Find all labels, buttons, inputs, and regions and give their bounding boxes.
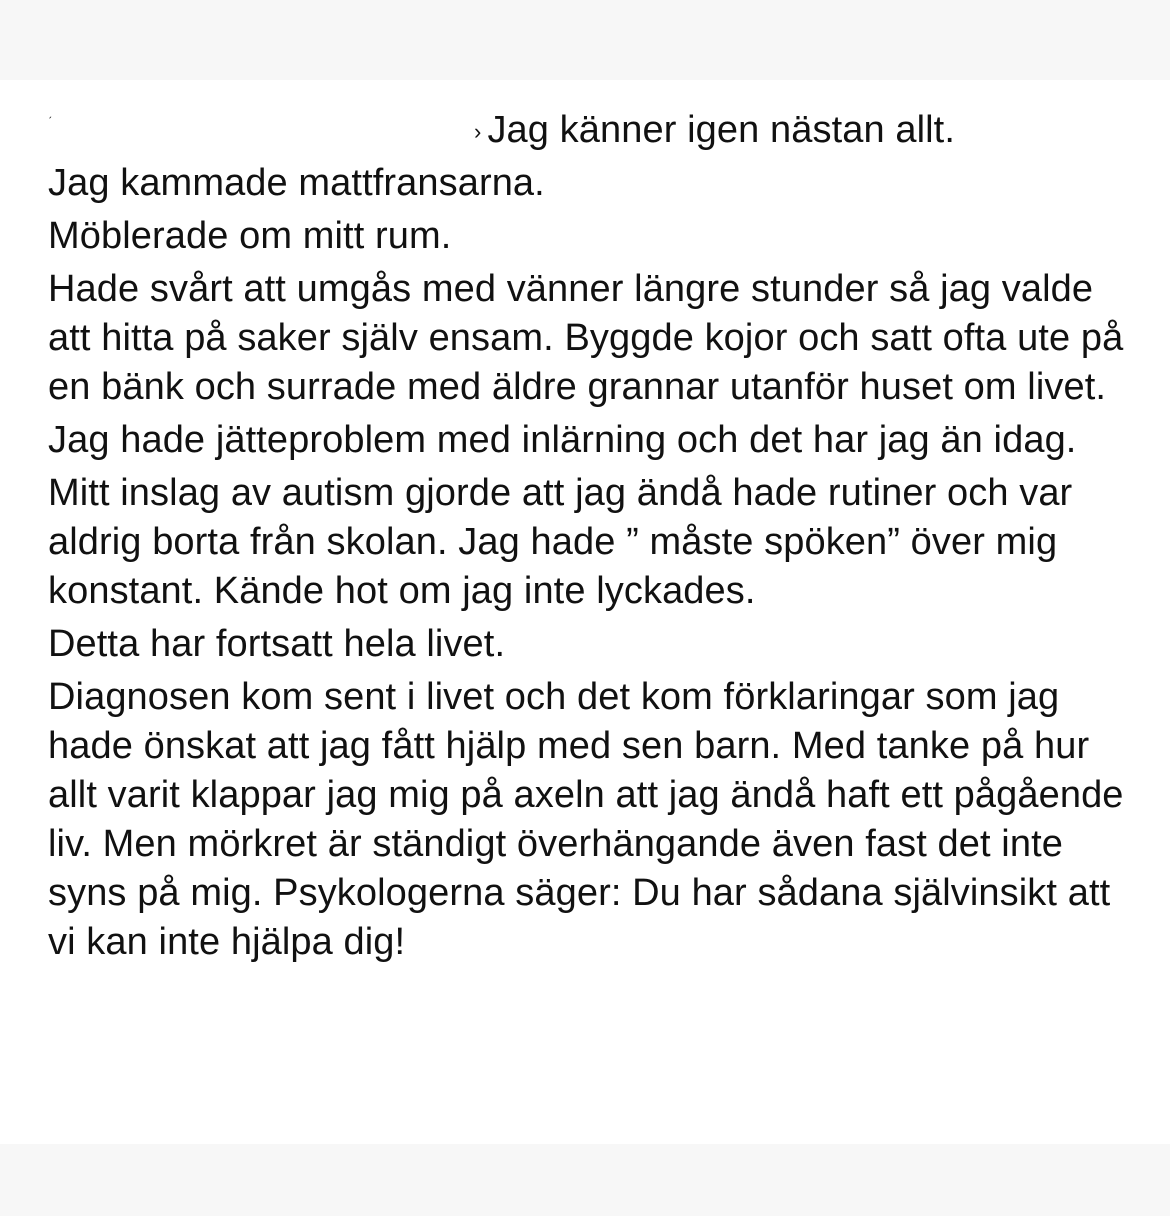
- paragraph-6: Detta har fortsatt hela livet.: [48, 623, 506, 665]
- cropped-first-line: [48, 106, 1138, 155]
- top-band: [0, 0, 1170, 80]
- paragraph-7: Diagnosen kom sent i livet och det kom förklaringar som jag hade önskat att jag fått hjälp med sen barn. Med tanke på hur allt varit klappar jag mig på axeln att jag ändå haft ett pågående liv. Men mörkret är ständigt överhängande även fast det inte syns på mig. Psykologerna säger: Du har sådana självinsikt att vi kan inte hjälpa dig!: [48, 676, 1124, 963]
- paragraph-2: Möblerade om mitt rum.: [48, 215, 452, 257]
- first-line-sentence: Jag känner igen nästan allt.: [487, 109, 955, 151]
- bottom-band: [0, 1144, 1170, 1216]
- first-line-text: [474, 106, 955, 156]
- cropped-glyph: ›: [474, 119, 482, 145]
- post-text: [48, 106, 1138, 971]
- paragraph-5: Mitt inslag av autism gjorde att jag ändå hade rutiner och var aldrig borta från skolan. Jag hade ” måste spöken” över mig konstant. Kände hot om jag inte lyckades.: [48, 472, 1073, 612]
- paragraph-1: Jag kammade mattfransarna.: [48, 162, 545, 204]
- paragraph-3: Hade svårt att umgås med vänner längre stunder så jag valde att hitta på saker själv ensam. Byggde kojor och satt ofta ute på en bänk och surrade med äldre grannar utanför huset om livet.: [48, 268, 1124, 408]
- crop-mark: ˏ: [48, 105, 53, 119]
- paragraph-4: Jag hade jätteproblem med inlärning och det har jag än idag.: [48, 419, 1077, 461]
- text-card: [0, 80, 1170, 1144]
